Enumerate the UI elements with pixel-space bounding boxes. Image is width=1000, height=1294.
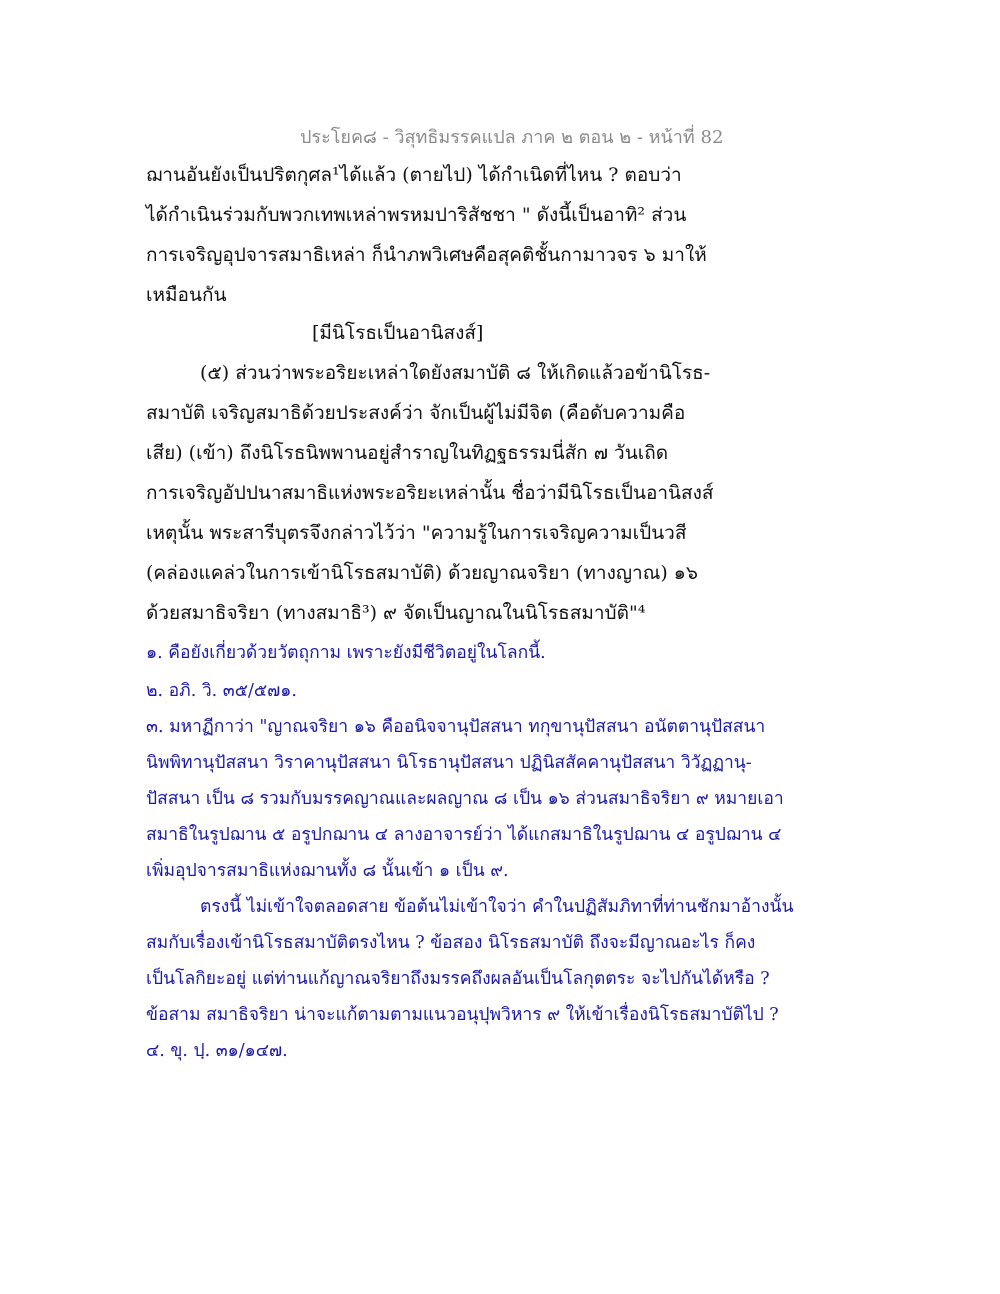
footnote-1: ๑. คือยังเกี่ยวด้วยวัตถุกาม เพราะยังมีชีวิตอยู่ในโลกนี้. xyxy=(146,643,546,663)
section-heading: [มีนิโรธเป็นอานิสงส์] xyxy=(312,322,484,344)
body-line: (คล่องแคล่วในการเข้านิโรธสมาบัติ) ด้วยญาณจริยา (ทางญาณ) ๑๖ xyxy=(146,562,698,584)
body-line: เสีย) (เข้า) ถึงนิโรธนิพพานอยู่สำราญในทิฏฐธรรมนี่สัก ๗ วันเถิด xyxy=(146,442,669,464)
footnote-2: ๒. อภิ. วิ. ๓๕/๕๗๑. xyxy=(146,681,297,701)
footnote-3-cont: นิพพิทานุปัสสนา วิราคานุปัสสนา นิโรธานุปัสสนา ปฏินิสสัคคานุปัสสนา วิวัฏฏานุ- xyxy=(146,753,752,773)
body-line: ด้วยสมาธิจริยา (ทางสมาธิ³) ๙ จัดเป็นญาณในนิโรธสมาบัติ"⁴ xyxy=(146,602,646,624)
body-line: เหมือนกัน xyxy=(146,284,227,306)
body-line: สมาบัติ เจริญสมาธิด้วยประสงค์ว่า จักเป็นผู้ไม่มีจิต (คือดับความคือ xyxy=(146,402,686,424)
footnote-note-cont: ข้อสาม สมาธิจริยา น่าจะแก้ตามตามแนวอนุปุพวิหาร ๙ ให้เข้าเรื่องนิโรธสมาบัติไป ? xyxy=(146,1005,779,1025)
footnote-3-cont: เพิ่มอุปจารสมาธิแห่งฌานทั้ง ๘ นั้นเข้า ๑ เป็น ๙. xyxy=(146,861,509,881)
footnote-3-cont: ปัสสนา เป็น ๘ รวมกับมรรคญาณและผลญาณ ๘ เป็น ๑๖ ส่วนสมาธิจริยา ๙ หมายเอา xyxy=(146,789,784,809)
body-line: การเจริญอัปปนาสมาธิแห่งพระอริยะเหล่านั้น ชื่อว่ามีนิโรธเป็นอานิสงส์ xyxy=(146,482,714,504)
page-header: ประโยค๘ - วิสุทธิมรรคแปล ภาค ๒ ตอน ๒ - หน้าที่ 82 xyxy=(300,127,724,148)
body-line: การเจริญอุปจารสมาธิเหล่า ก็นำภพวิเศษคือสุคติชั้นกามาวจร ๖ มาให้ xyxy=(146,244,707,266)
body-line: ได้กำเนินร่วมกับพวกเทพเหล่าพรหมปาริสัชชา " ดังนี้เป็นอาทิ² ส่วน xyxy=(146,204,687,226)
footnote-4: ๔. ขุ. ปฺ. ๓๑/๑๔๗. xyxy=(146,1041,288,1061)
footnote-note-cont: เป็นโลกิยะอยู่ แต่ท่านแก้ญาณจริยาถึงมรรคถึงผลอันเป็นโลกุตตระ จะไปกันได้หรือ ? xyxy=(146,969,770,989)
body-line: เหตุนั้น พระสารีบุตรจึงกล่าวไว้ว่า "ความรู้ในการเจริญความเป็นวสี xyxy=(146,522,687,544)
body-line: (๕) ส่วนว่าพระอริยะเหล่าใดยังสมาบัติ ๘ ให้เกิดแล้วอข้านิโรธ- xyxy=(200,362,711,384)
footnote-3-cont: สมาธิในรูปฌาน ๕ อรูปกฌาน ๔ ลางอาจารย์ว่า ได้แกสมาธิในรูปฌาน ๔ อรูปฌาน ๔ xyxy=(146,825,782,845)
footnote-note: ตรงนี้ ไม่เข้าใจตลอดสาย ข้อต้นไม่เข้าใจว่า คำในปฏิสัมภิทาที่ท่านชักมาอ้างนั้น xyxy=(200,897,794,917)
footnote-note-cont: สมกับเรื่องเข้านิโรธสมาบัติตรงไหน ? ข้อสอง นิโรธสมาบัติ ถึงจะมีญาณอะไร ก็คง xyxy=(146,933,756,953)
footnote-3: ๓. มหาฏีกาว่า "ญาณจริยา ๑๖ คืออนิจจานุปัสสนา ทกุขานุปัสสนา อนัตตานุปัสสนา xyxy=(146,717,766,737)
body-line: ฌานอันยังเป็นปริตกุศล¹ได้แล้ว (ตายไป) ได้กำเนิดที่ไหน ? ตอบว่า xyxy=(146,164,682,186)
